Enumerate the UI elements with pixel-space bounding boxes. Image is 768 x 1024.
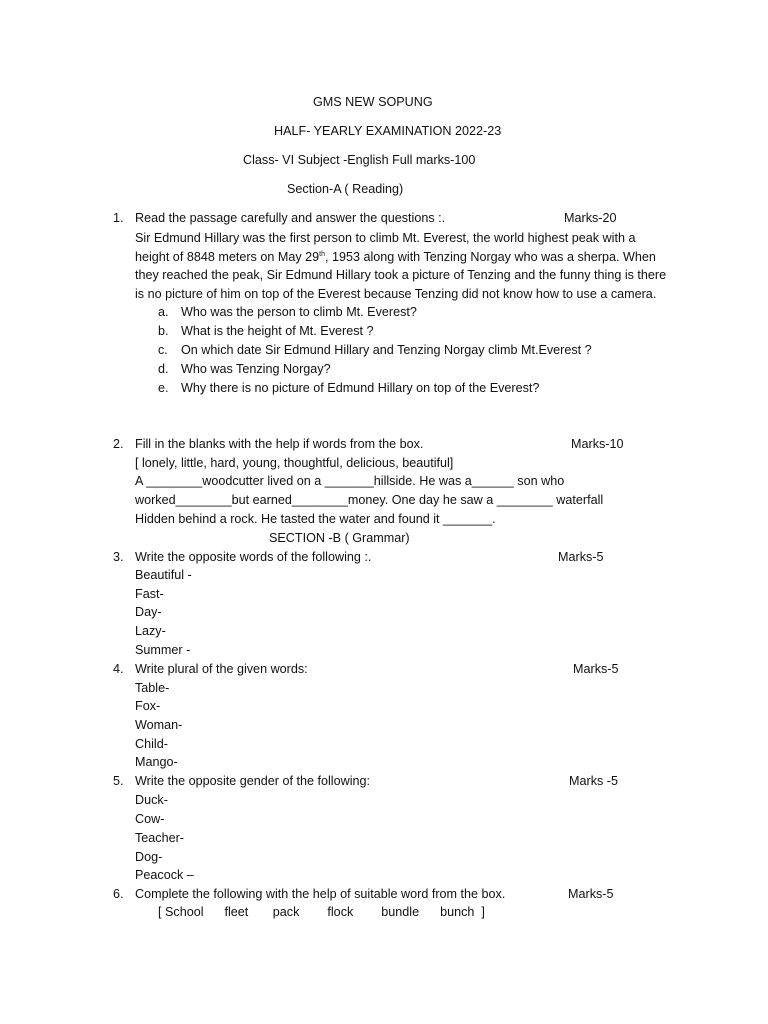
question-marks: Marks-5 (568, 887, 614, 901)
fill-blank-line: worked________but earned________money. One day he saw a ________ waterfall (135, 493, 604, 507)
section-b-heading: SECTION -B ( Grammar) (269, 531, 410, 545)
school-name: GMS NEW SOPUNG (313, 95, 433, 109)
question-marks: Marks-10 (571, 437, 624, 451)
question-marks: Marks -5 (569, 774, 618, 788)
sub-question-letter: e. (158, 381, 169, 395)
question-number: 1. (113, 211, 124, 225)
sub-question-text: Why there is no picture of Edmund Hillary on top of the Everest? (181, 381, 540, 395)
question-prompt: Write the opposite words of the following :. (135, 550, 372, 564)
sub-question-text: On which date Sir Edmund Hillary and Tenzing Norgay climb Mt.Everest ? (181, 343, 592, 357)
question-number: 5. (113, 774, 124, 788)
word-item: Table- (135, 681, 170, 695)
question-number: 6. (113, 887, 124, 901)
fill-blank-line: Hidden behind a rock. He tasted the water and found it _______. (135, 512, 496, 526)
word-item: Fox- (135, 699, 161, 713)
word-box: [ School fleet pack flock bundle bunch ] (158, 905, 485, 919)
word-item: Peacock – (135, 868, 194, 882)
class-subject-line: Class- VI Subject -English Full marks-100 (243, 153, 476, 167)
question-number: 4. (113, 662, 124, 676)
passage-text: , 1953 along with Tenzing Norgay who was a sherpa. When (324, 250, 656, 264)
word-item: Cow- (135, 812, 165, 826)
question-prompt: Fill in the blanks with the help if words from the box. (135, 437, 424, 451)
question-prompt: Write the opposite gender of the following: (135, 774, 370, 788)
question-number: 2. (113, 437, 124, 451)
question-prompt: Complete the following with the help of suitable word from the box. (135, 887, 506, 901)
word-item: Dog- (135, 850, 163, 864)
word-item: Fast- (135, 587, 164, 601)
sub-question-text: What is the height of Mt. Everest ? (181, 324, 374, 338)
ordinal-suffix: th (319, 251, 325, 258)
word-item: Day- (135, 605, 162, 619)
passage-line (135, 250, 656, 265)
word-box: [ lonely, little, hard, young, thoughtful, delicious, beautiful] (135, 456, 454, 470)
question-marks: Marks-20 (564, 211, 617, 225)
question-prompt: Read the passage carefully and answer the questions :. (135, 211, 446, 225)
passage-line: is no picture of him on top of the Everest because Tenzing did not know how to use a camera. (135, 287, 657, 301)
section-a-heading: Section-A ( Reading) (287, 182, 404, 196)
word-item: Mango- (135, 755, 178, 769)
question-number: 3. (113, 550, 124, 564)
question-marks: Marks-5 (558, 550, 604, 564)
word-item: Woman- (135, 718, 183, 732)
sub-question-letter: a. (158, 305, 169, 319)
passage-text: height of 8848 meters on May 29 (135, 250, 320, 264)
passage-line: Sir Edmund Hillary was the first person to climb Mt. Everest, the world highest peak with a (135, 231, 636, 245)
question-prompt: Write plural of the given words: (135, 662, 308, 676)
word-item: Child- (135, 737, 168, 751)
sub-question-letter: b. (158, 324, 169, 338)
passage-line: they reached the peak, Sir Edmund Hillary took a picture of Tenzing and the funny thing is there (135, 268, 667, 282)
sub-question-letter: c. (158, 343, 168, 357)
sub-question-letter: d. (158, 362, 169, 376)
sub-question-text: Who was the person to climb Mt. Everest? (181, 305, 417, 319)
word-item: Teacher- (135, 831, 184, 845)
word-item: Beautiful - (135, 568, 192, 582)
word-item: Summer - (135, 643, 191, 657)
sub-question-text: Who was Tenzing Norgay? (181, 362, 331, 376)
exam-title: HALF- YEARLY EXAMINATION 2022-23 (274, 124, 502, 138)
word-item: Duck- (135, 793, 168, 807)
question-marks: Marks-5 (573, 662, 619, 676)
word-item: Lazy- (135, 624, 166, 638)
fill-blank-line: A ________woodcutter lived on a _______hillside. He was a______ son who (135, 474, 565, 488)
